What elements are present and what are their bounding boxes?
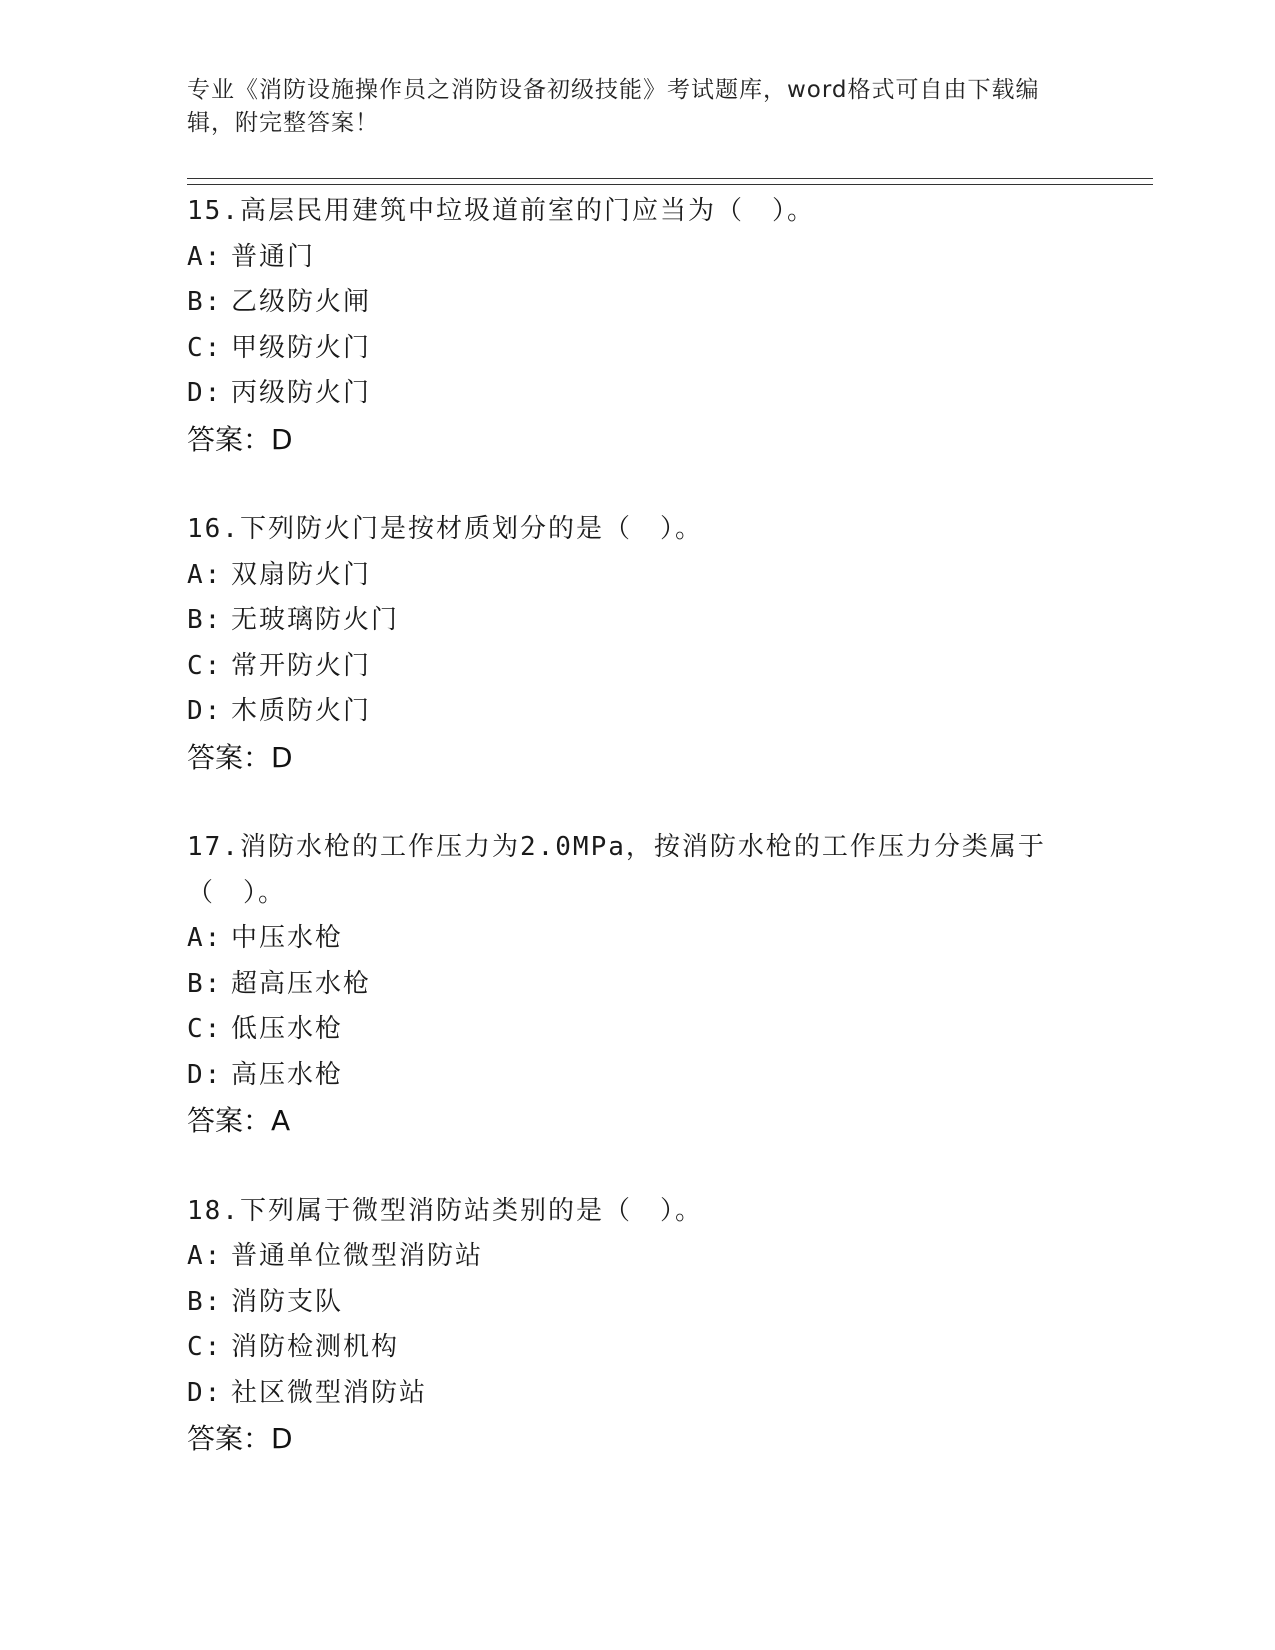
option-key: A:: [187, 923, 223, 953]
option-d: [187, 1371, 1087, 1417]
option-d: [187, 371, 1087, 417]
option-text: 甲级防火门: [231, 332, 372, 363]
option-text: 普通单位微型消防站: [231, 1241, 484, 1271]
option-b: [187, 598, 1087, 644]
option-a: [187, 235, 1087, 281]
page-header: 专业《消防设施操作员之消防设备初级技能》考试题库，word格式可自由下载编辑，附完整答案！: [187, 77, 1040, 136]
question-list: [187, 189, 1087, 1507]
answer-label: 答案：: [187, 422, 272, 456]
option-a: [187, 1234, 1087, 1280]
option-text: 消防检测机构: [231, 1332, 400, 1362]
option-key: C:: [187, 1332, 223, 1362]
answer-value: A: [271, 1104, 291, 1137]
option-c: [187, 1325, 1087, 1371]
option-key: D:: [187, 696, 223, 726]
header-divider: [187, 178, 1153, 185]
option-key: A:: [187, 241, 223, 272]
option-key: B:: [187, 605, 223, 635]
answer-value: D: [271, 422, 293, 456]
option-text: 超高压水枪: [231, 968, 372, 999]
option-a: [187, 553, 1087, 599]
option-text: 消防支队: [231, 1286, 344, 1317]
option-c: [187, 326, 1087, 372]
option-text: 普通门: [231, 241, 316, 272]
option-text: 双扇防火门: [231, 559, 372, 590]
option-d: [187, 689, 1087, 735]
option-d: [187, 1053, 1087, 1099]
option-c: [187, 644, 1087, 690]
option-key: B:: [187, 1286, 223, 1317]
option-key: D:: [187, 1377, 223, 1408]
question-stem: 16.下列防火门是按材质划分的是（ ）。: [187, 514, 703, 544]
option-key: B:: [187, 287, 223, 317]
option-text: 木质防火门: [231, 696, 372, 726]
answer-line: [187, 417, 1087, 463]
option-text: 社区微型消防站: [231, 1377, 428, 1408]
answer-label: 答案：: [187, 1422, 272, 1455]
option-text: 丙级防火门: [231, 378, 372, 408]
question-15: [187, 189, 1087, 462]
option-b: [187, 280, 1087, 326]
option-text: 中压水枪: [231, 923, 344, 953]
option-text: 高压水枪: [231, 1059, 344, 1090]
option-key: D:: [187, 1059, 223, 1090]
option-key: A:: [187, 1241, 223, 1271]
question-stem: 18.下列属于微型消防站类别的是（ ）。: [187, 1195, 703, 1226]
option-key: B:: [187, 968, 223, 999]
question-stem: 17.消防水枪的工作压力为2.0MPa，按消防水枪的工作压力分类属于（ ）。: [187, 832, 1046, 908]
option-text: 乙级防火闸: [231, 287, 372, 317]
option-b: [187, 1280, 1087, 1326]
answer-line: [187, 1098, 1087, 1144]
answer-label: 答案：: [187, 740, 272, 774]
answer-line: [187, 735, 1087, 781]
answer-label: 答案：: [187, 1104, 272, 1137]
option-text: 无玻璃防火门: [231, 605, 400, 635]
option-key: C:: [187, 332, 223, 363]
question-17: [187, 825, 1087, 1144]
answer-value: D: [271, 1422, 293, 1455]
question-16: [187, 507, 1087, 780]
option-key: C:: [187, 1014, 223, 1044]
option-b: [187, 962, 1087, 1008]
question-stem: 15.高层民用建筑中垃圾道前室的门应当为（ ）。: [187, 196, 815, 226]
answer-value: D: [271, 740, 293, 774]
option-a: [187, 916, 1087, 962]
option-key: D:: [187, 378, 223, 408]
option-key: C:: [187, 650, 223, 681]
answer-line: [187, 1416, 1087, 1462]
option-text: 低压水枪: [231, 1014, 344, 1044]
question-18: [187, 1189, 1087, 1462]
option-text: 常开防火门: [231, 650, 372, 681]
option-c: [187, 1007, 1087, 1053]
option-key: A:: [187, 559, 223, 590]
